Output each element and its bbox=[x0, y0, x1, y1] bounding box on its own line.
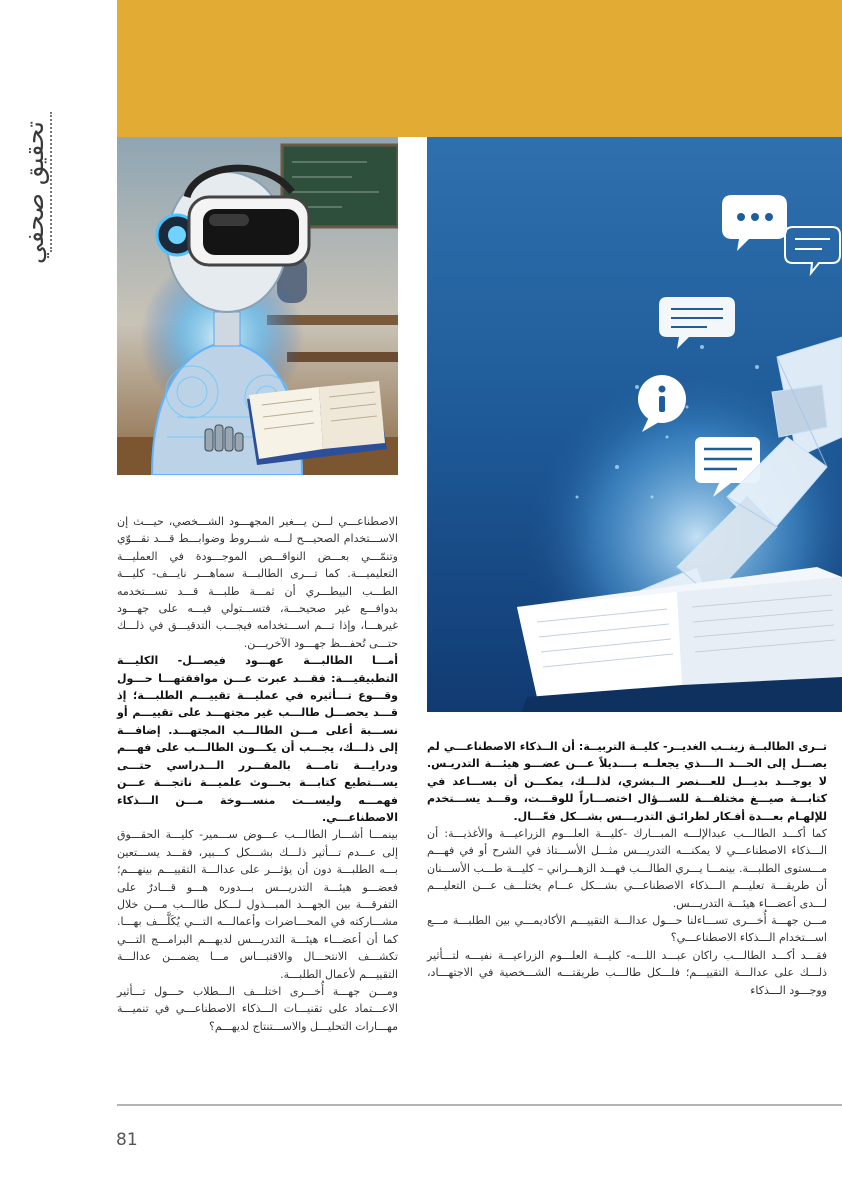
paragraph-analysis-skills: ومـــن جهـــة أُخـــرى اختلـــف الـــطلاب حـــول تـــأثير الاعـــتماد على تقنيـــات الـــذكاء الاصطناعـــي في تنميـــة مهـــارات التحليـــل والاســـتنتاج لديهـــم؟ bbox=[117, 984, 398, 1033]
header-color-band bbox=[117, 0, 842, 137]
paragraph-zainab-alghadeer: تــرى الطالبــة زينــب الغديــر- كليــة التربيــة: أن الــذكاء الاصطناعـــي لم يصـــل إلى الحـــد الــــذي يجعلــه بــــديلاً عـــن عضـــو هيئـــة التدريـس. لا يوجـــد بديـــل للعـــنصر الــبشري، لذلـــك، يمكـــن أن يســـاعد في كتابـــة صيـــغ مختلفـــة للســـؤال اختصـــاراً للوقـــت، وقـــد يســـتخدم للإلهـام بعـــدة أفـكار لطرائـق التدريـــس بشـــكل فعّـــال. bbox=[427, 740, 827, 823]
illustration-robot-hand-book bbox=[427, 137, 842, 712]
footer-rule bbox=[117, 1104, 842, 1106]
paragraph-awad-samir: بينمـــا أشـــار الطالـــب عـــوض ســـمير- كليـــة الحقـــوق إلى عـــدم تـــأثير ذلـــك بشـــكل كـــبير، فقـــد يســـتعين بـــه الطلبـــة دون أن يؤثـــر على عدالـــة التقييـــم بينهـــم؛ فعضـــو هيئـــة التدريـــس بـــدوره هـــو قـــادرٌ على التفرقـــة بين الجهـــد المبـــذول لـــكل طالـــب مـــن خلال مشـــاركته في المحـــاضرات وأعمالـــه التـــي يُكَلَّـــف بهـــا. كما أن أعضـــاء هيئـــة التدريـــس لديهـــم البرامـــج التـــي تكشـــف الانتحـــال والاقتبـــاس مـــا يضمـــن عدالـــة التقييـــم لأعمال الطلبـــة. bbox=[117, 828, 398, 981]
page-number: 81 bbox=[116, 1130, 138, 1150]
article-column-left bbox=[117, 513, 398, 1035]
paragraph-samaher-nayef: الاصطناعـــي لـــن يـــغير المجهـــود الشـــخصي، حيـــث إن الاســـتخدام الصحيـــح لـــه شـــروط وضوابـــط قـــد تقـــوّي وتنمّـــي بعـــض النواقـــص الموجـــودة في العمليـــة التعليميـــة. كما تـــرى الطالبـــة سماهـــر نايـــف- كليـــة الطـــب البيطـــري أن ثمـــة طلبـــة قـــد تســـتخدمه بدوافـــع غير صحيحـــة، فتســـتولي فيـــه على جهـــود غيرهـــا، وإذا تـــم اســـتخدامه فيجـــب التدقيـــق في ذلـــك حتـــى تُحفـــظ جهـــود الآخريـــن. bbox=[117, 515, 398, 650]
section-label-text: تحقيق صحفي bbox=[19, 121, 49, 264]
paragraph-ohood-faisal: أمـــا الطالبـــة عهـــود فيصـــل- الكليـــة التطبيقيـــة: فقـــد عبرت عـــن موافقتهـــا حـــول وقـــوع تـــأثيره في عمليـــة تقييـــم الطلبـــة؛ إذ قـــد يحصـــل طالـــب غير مجتهـــد على تقييـــم أو نســـبة أعلى مـــن الطالـــب المجتهـــد. إضافـــة إلى ذلـــك، يجـــب أن يكـــون الطالـــب على فهـــم ودرايـــة تامـــة بالمقـــرر الـــدراسي حتـــى يســـتطيع كتابـــة بحـــوث علميـــة ناتجـــة عـــن فهمـــه وليســـت منســـوخة مـــن الـــذكاء الاصطناعـــي. bbox=[117, 654, 398, 824]
section-label-dotted-rule bbox=[50, 112, 53, 252]
illustration-robot-vr-reading bbox=[117, 137, 398, 475]
section-label bbox=[14, 110, 54, 275]
article-column-right bbox=[427, 738, 827, 999]
paragraph-abdulilah-almubarak: كما أكـــد الطالـــب عبدالإلـــه المبـــارك -كليـــة العلـــوم الزراعيـــة والأغذيـــة: أن الـــذكاء الاصطناعـــي لا يمكنـــه التدريـــس مثـــل الأســـتاذ في الشرح أو في فهـــم مـــستوى الطلبـــة. بينمـــا يـــري الطالـــب فهـــد الزهـــراني – كليـــة طـــب الأســـنان أن طريقـــة تعليـــم الـــذكاء الاصطناعـــي بشـــكل عـــام يختلـــف عـــن التعليـــم لـــدى أعضـــاء هيئـــة التدريـــس. bbox=[427, 827, 827, 910]
paragraph-rakan-abdullah: فقـــد أكـــد الطالـــب راكان عبـــد اللـــه- كليـــة العلـــوم الزراعيـــة نفيـــه لتـــأثير ذلـــك على عدالـــة التقييـــم؛ فلـــكل طالـــب طريقتـــه الشـــخصية في الاجتهـــاد، ووجـــود الـــذكاء bbox=[427, 948, 827, 997]
paragraph-question-fairness: مـــن جهـــة أُخـــرى تســـاءلنا حـــول عدالـــة التقييـــم الأكاديمـــي بين الطلبـــة مـــع اســـتخدام الـــذكاء الاصطناعـــي؟ bbox=[427, 914, 827, 945]
